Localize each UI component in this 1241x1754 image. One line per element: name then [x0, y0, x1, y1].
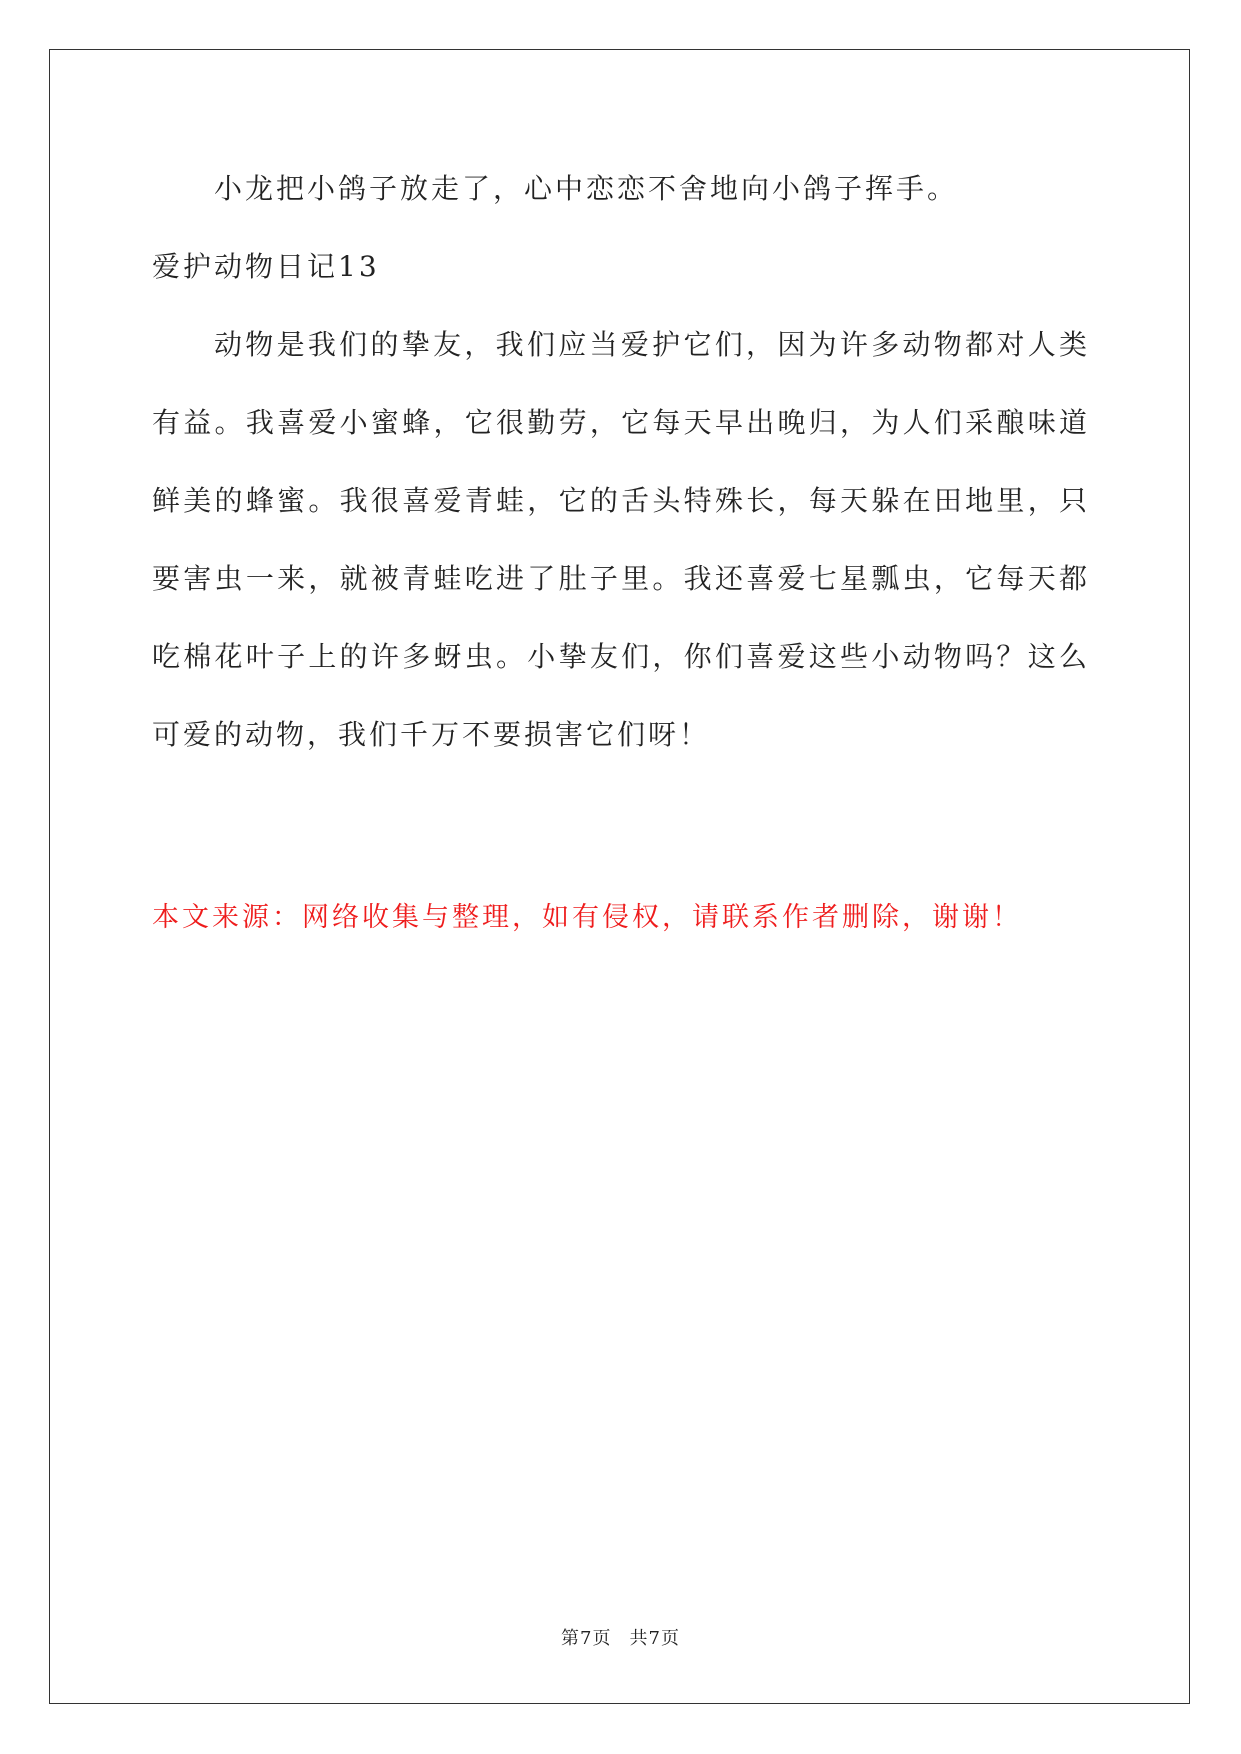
paragraph-pigeon: 小龙把小鸽子放走了，心中恋恋不舍地向小鸽子挥手。	[214, 172, 959, 205]
page-footer	[0, 1624, 1241, 1650]
page-number-current: 第7页	[561, 1628, 612, 1649]
section-heading: 爱护动物日记13	[152, 250, 380, 283]
paragraph-animals: 动物是我们的挚友，我们应当爱护它们，因为许多动物都对人类有益。我喜爱小蜜蜂，它很勤劳，它每天早出晚归，为人们采酿味道鲜美的蜂蜜。我很喜爱青蛙，它的舌头特殊长，每天躲在田地里，只要害虫一来，就被青蛙吃进了肚子里。我还喜爱七星瓢虫，它每天都吃棉花叶子上的许多蚜虫。小挚友们，你们喜爱这些小动物吗？这么可爱的动物，我们千万不要损害它们呀！	[152, 328, 1090, 751]
document-body	[152, 150, 1090, 774]
source-note: 本文来源：网络收集与整理，如有侵权，请联系作者删除，谢谢！	[152, 902, 1022, 933]
page-number-total: 共7页	[629, 1628, 680, 1649]
